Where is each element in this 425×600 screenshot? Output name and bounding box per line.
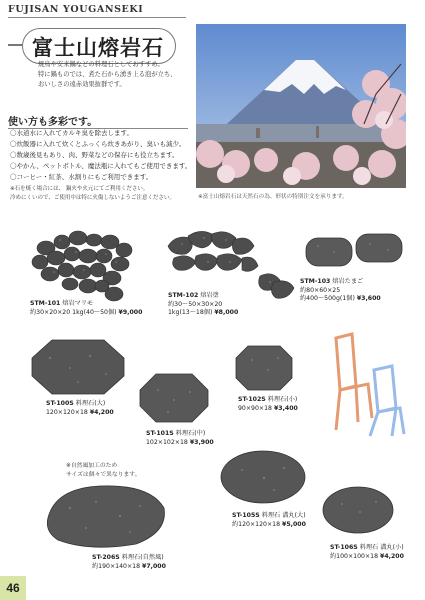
- product-spec2: 1kg(13〜18個): [168, 309, 213, 316]
- product-spec: 102×102×18: [146, 438, 188, 446]
- product-spec: 約30×20×20: [30, 308, 71, 316]
- uses-item: 〇コーヒー・紅茶、水割りにもご利用できます。: [10, 173, 153, 181]
- product-spec: 120×120×18: [46, 408, 88, 416]
- product-price: ¥3,600: [356, 295, 381, 302]
- product-price: ¥3,900: [189, 438, 214, 446]
- product-price: ¥5,000: [282, 520, 306, 528]
- product-caption-st-102s: [238, 396, 298, 413]
- product-code: ST-105S: [232, 512, 260, 519]
- uses-item: 〇数歳後見もあり、肉、野菜などの保存にも役立ちます。: [10, 151, 179, 159]
- cooking-stone-round-large-image: [218, 448, 308, 506]
- uses-list: [10, 128, 215, 183]
- usage-note: [10, 185, 210, 202]
- product-caption-st-206s: [92, 554, 166, 571]
- product-caption-stm-103: [300, 278, 381, 304]
- intro-text: [38, 60, 193, 90]
- uses-item: 〇水道水に入れてカルキ臭を除去します。: [10, 129, 133, 137]
- product-spec: 90×90×18: [238, 404, 272, 412]
- product-caption-stm-102: [168, 292, 238, 318]
- product-spec: 約30〜50×30×20: [168, 300, 223, 308]
- product-name: 料理石(大): [75, 400, 106, 407]
- product-caption-st-101s: [146, 430, 214, 447]
- product-price: ¥4,200: [89, 408, 114, 416]
- cooking-stone-round-small-image: [320, 484, 396, 536]
- photo-caption: ※富士山熔岩石は天然石の為、形状の特別注文を承ります。: [198, 194, 348, 200]
- acrylic-chairs-photo: [322, 330, 408, 438]
- product-code: STM-102: [168, 292, 199, 299]
- brand-underline: [8, 17, 186, 18]
- natural-shape-note: [66, 462, 140, 479]
- product-name: 料理石(自然風): [121, 554, 164, 561]
- product-price: ¥8,000: [214, 309, 239, 316]
- natural-note-line: サイズは個々で異なります。: [66, 471, 141, 478]
- product-name: 料理石(中): [175, 430, 206, 437]
- product-code: ST-106S: [330, 544, 358, 551]
- usage-note-line: 冷めにくいので、ご使用中は特に火傷しないようご注意ください。: [10, 194, 175, 201]
- brand-name: FUJISAN YOUGANSEKI: [8, 4, 144, 15]
- product-caption-stm-101: [30, 300, 142, 317]
- product-name: 料理石 溝丸(大): [261, 512, 306, 519]
- usage-note-line: ※石を焼く場合には、 鍋火や火元にてご利用ください。: [10, 186, 149, 192]
- product-price: ¥3,400: [273, 404, 298, 412]
- product-spec: 約80×60×25: [300, 286, 341, 294]
- product-price: ¥4,200: [380, 552, 404, 560]
- intro-line: 焼鳥や安来鍋などの料理石としておすすめ。: [38, 61, 164, 68]
- product-code: STM-103: [300, 278, 331, 285]
- product-spec: 約190×140×18: [92, 562, 141, 570]
- cooking-stone-large-image: [30, 338, 126, 396]
- cooking-stone-medium-image: [138, 372, 210, 424]
- product-name: 料理石 溝丸(小): [359, 544, 404, 551]
- uses-item: 〇やかん、ペットボトル、魔法瓶に入れてもご使用できます。: [10, 162, 192, 170]
- product-price: ¥7,000: [142, 562, 166, 570]
- product-name: 熔岩たまご: [332, 278, 364, 285]
- product-spec: 約120×120×18: [232, 520, 281, 528]
- page-number: 46: [0, 576, 26, 600]
- product-spec: 約100×100×18: [330, 552, 379, 560]
- product-caption-st-106s: [330, 544, 404, 561]
- product-code: ST-102S: [238, 396, 266, 403]
- product-caption-st-105s: [232, 512, 306, 529]
- uses-item: 〇炊飯器に入れて炊くとふっくら炊きあがり、臭いも減少。: [10, 140, 186, 148]
- intro-line: 特に鍋ものでは、煮た石から湧き上る泡が立ち、: [38, 71, 177, 78]
- cooking-stone-small-image: [234, 344, 294, 392]
- product-name: 熔岩マリモ: [62, 300, 94, 307]
- product-code: ST-100S: [46, 400, 74, 407]
- cooking-stone-natural-image: [40, 482, 170, 552]
- lava-pebbles-image: [26, 222, 142, 306]
- product-code: STM-101: [30, 300, 61, 307]
- product-spec2: 約400〜500g(1個): [300, 295, 355, 302]
- mount-fuji-photo: [196, 24, 406, 188]
- intro-line: おいしさの遠赤効果抜群です。: [38, 81, 126, 88]
- natural-note-line: ※自然風加工のため: [66, 463, 118, 469]
- product-price: ¥9,000: [118, 308, 143, 316]
- product-code: ST-206S: [92, 554, 120, 561]
- product-code: ST-101S: [146, 430, 174, 437]
- uses-heading: 使い方も多彩です。: [8, 117, 98, 128]
- title-connector: [8, 44, 22, 46]
- product-name: 料理石(小): [267, 396, 298, 403]
- product-caption-st-100s: [46, 400, 114, 417]
- product-spec2: 1kg(40〜50個): [72, 308, 117, 316]
- product-name: 熔岩塗: [200, 292, 219, 299]
- lava-eggs-image: [304, 232, 408, 272]
- page-title: 富士山熔岩石: [32, 35, 164, 60]
